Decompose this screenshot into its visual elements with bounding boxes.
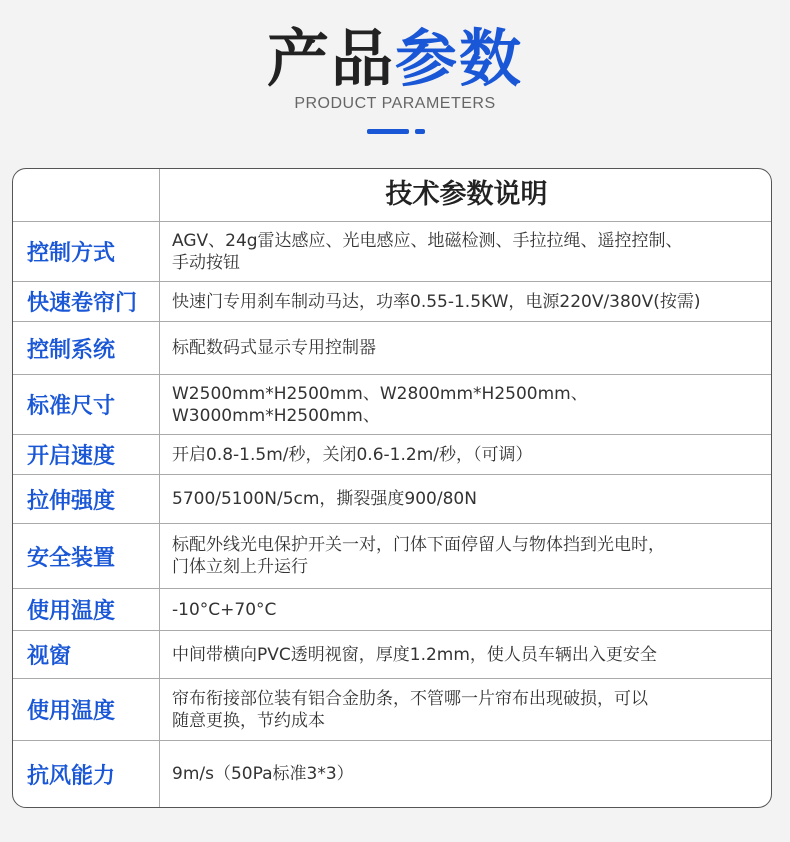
page-title <box>0 24 790 94</box>
row-value: AGV、24g雷达感应、光电感应、地磁检测、手拉拉绳、遥控控制、 手动按钮 <box>172 230 683 273</box>
row-label: 快速卷帘门 <box>13 282 160 321</box>
underline-short <box>415 129 425 134</box>
row-value: 帘布衔接部位装有铝合金肋条，不管哪一片帘布出现破损，可以 随意更换，节约成本 <box>172 688 648 731</box>
row-label: 控制系统 <box>13 322 160 374</box>
underline-long <box>367 129 409 134</box>
table-row <box>13 322 772 375</box>
spec-table <box>12 168 772 808</box>
title-part-blue: 参数 <box>395 22 524 95</box>
row-value: 中间带横向PVC透明视窗，厚度1.2mm，使人员车辆出入更安全 <box>172 644 657 665</box>
table-heading: 技术参数说明 <box>385 179 548 210</box>
table-row <box>13 631 772 679</box>
table-row <box>13 741 772 807</box>
row-label: 安全装置 <box>13 524 160 588</box>
table-row <box>13 222 772 282</box>
row-value: -10°C+70°C <box>172 599 277 620</box>
table-row <box>13 282 772 322</box>
header-empty-cell <box>13 169 160 221</box>
table-row <box>13 589 772 631</box>
row-label: 控制方式 <box>13 222 160 281</box>
row-label: 视窗 <box>13 631 160 678</box>
row-value: 9m/s（50Pa标准3*3） <box>172 764 354 784</box>
row-value: W2500mm*H2500mm、W2800mm*H2500mm、 W3000mm*H2500mm、 <box>172 383 588 426</box>
page-subtitle: PRODUCT PARAMETERS <box>294 95 496 112</box>
row-label: 使用温度 <box>13 589 160 630</box>
row-label: 开启速度 <box>13 435 160 474</box>
row-label: 抗风能力 <box>13 741 160 807</box>
row-value: 开启0.8-1.5m/秒，关闭0.6-1.2m/秒，（可调） <box>172 444 533 465</box>
table-row <box>13 475 772 524</box>
table-row <box>13 435 772 475</box>
table-row <box>13 524 772 589</box>
row-label: 标准尺寸 <box>13 375 160 434</box>
table-row <box>13 375 772 435</box>
row-value: 标配数码式显示专用控制器 <box>172 338 376 358</box>
row-value: 5700/5100N/5cm，撕裂强度900/80N <box>172 489 477 509</box>
table-row <box>13 679 772 741</box>
row-label: 使用温度 <box>13 679 160 740</box>
title-underline <box>367 129 425 134</box>
row-value: 标配外线光电保护开关一对，门体下面停留人与物体挡到光电时， 门体立刻上升运行 <box>172 535 665 577</box>
row-label: 拉伸强度 <box>13 475 160 523</box>
title-part-dark: 产品 <box>266 22 395 95</box>
table-header-row <box>13 169 772 222</box>
row-value: 快速门专用刹车制动马达，功率0.55-1.5KW，电源220V/380V(按需) <box>172 291 701 312</box>
